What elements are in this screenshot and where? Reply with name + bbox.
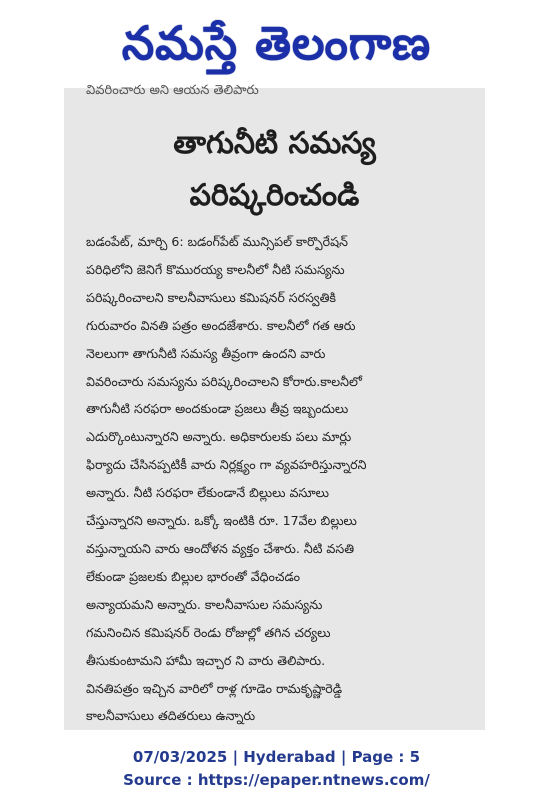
article-body-line: తాగునీటి సరఫరా అందకుండా ప్రజలు తీవ్ర ఇబ్బందులు — [86, 401, 349, 417]
article-body-line: ఫిర్యాదు చేసినప్పటికీ వారు నిర్లక్ష్యం గా వ్యవహరిస్తున్నారని — [86, 457, 367, 473]
headline-line-2: పరిష్కరించండి — [189, 178, 360, 213]
article-body-line: నెలలుగా తాగునీటి సమస్య తీవ్రంగా ఉందని వారు — [86, 345, 326, 361]
article-body-line: తీసుకుంటామని హామీ ఇచ్చార ని వారు తెలిపారు. — [86, 652, 326, 668]
article-body-line: లేకుండా ప్రజలకు బిల్లుల భారంతో వేధించడం — [86, 568, 301, 584]
previous-article-cutoff-line: వివరించారు అని ఆయన తెలిపారు — [86, 83, 259, 98]
article-body-line: గమనించిన కమిషనర్ రెండు రోజుల్లో తగిన చర్యలు — [86, 624, 331, 640]
article-clipping — [64, 83, 485, 730]
article-body-line: వినతిపత్రం ఇచ్చిన వారిలో రాళ్ల గూడెం రామకృష్ణారెడ్డి — [86, 680, 343, 696]
article-body-line: ఎదుర్కొంటున్నారని అన్నారు. అధికారులకు పలు మార్లు — [86, 429, 352, 445]
article-body — [86, 228, 468, 730]
article-body-line: అన్యాయమని అన్నారు. కాలనీవాసుల సమస్యను — [86, 596, 323, 612]
source-url: Source : https://epaper.ntnews.com/ — [123, 771, 430, 789]
headline-line-1: తాగునీటి సమస్య — [173, 126, 376, 161]
publication-date-page-info: 07/03/2025 | Hyderabad | Page : 5 — [132, 748, 421, 766]
article-body-line: పరిధిలోని జెనిగే కొమురయ్య కాలనీలో నీటి సమస్యను — [86, 261, 345, 277]
article-body-line: కాలనీవాసులు తదితరులు ఉన్నారు — [86, 708, 256, 724]
article-body-line: గురువారం వినతి పత్రం అందజేశారు. కాలనీలో గత ఆరు — [86, 317, 356, 333]
article-body-line: బడంపేట్, మార్చి 6: బడంగ్‌పేట్ మున్సిపల్ కార్పొరేషన్ — [86, 234, 348, 249]
newspaper-logo-title: నమస్తే తెలంగాణ — [121, 16, 432, 70]
article-body-line: చేస్తున్నారని అన్నారు. ఒక్కో ఇంటికి రూ. 17వేల బిల్లులు — [86, 513, 357, 529]
article-body-line: అన్నారు. నీటి సరఫరా లేకుండానే బిల్లులు వసూలు — [86, 485, 329, 501]
article-body-line: వస్తున్నాయని వారు ఆందోళన వ్యక్తం చేశారు. నీటి వసతి — [86, 540, 355, 556]
article-body-line: వివరించారు సమస్యను పరిష్కరించాలని కోరారు.కాలనీలో — [86, 373, 362, 389]
article-headline — [64, 118, 485, 222]
article-body-line: పరిష్కరించాలని కాలనీవాసులు కమిషనర్ సరస్వతికి — [86, 289, 336, 305]
